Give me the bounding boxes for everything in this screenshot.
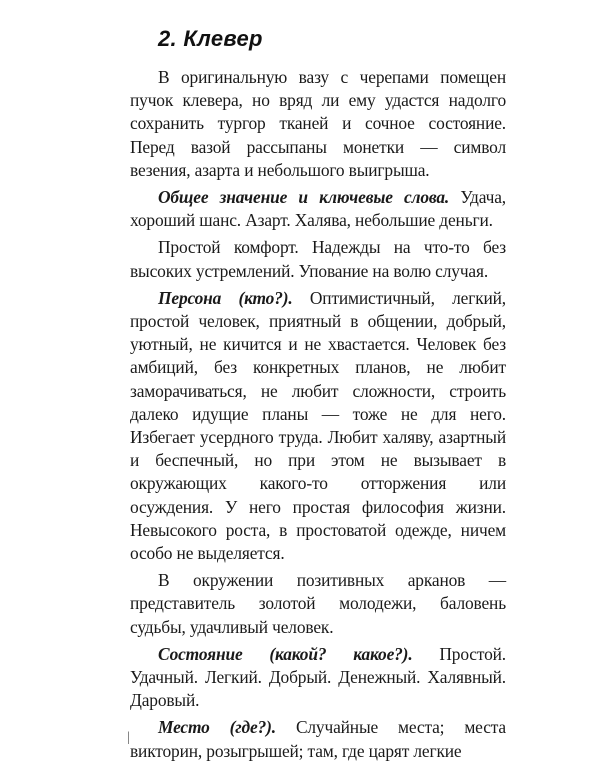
keyword-label: Состояние (какой? какое?). bbox=[158, 643, 413, 664]
paragraph-persona bbox=[130, 287, 506, 565]
paragraph-state bbox=[130, 643, 506, 713]
body-text bbox=[130, 66, 506, 767]
keyword-label: Место (где?). bbox=[158, 717, 276, 738]
paragraph-positive bbox=[130, 569, 506, 639]
page-mark: | bbox=[127, 730, 130, 745]
paragraph-text: Простой. Удачный. Легкий. Добрый. Денежный. Халявный. Даровый. bbox=[130, 643, 506, 711]
paragraph-place bbox=[130, 716, 506, 762]
section-heading: 2. Клевер bbox=[158, 26, 263, 51]
paragraph-text: Оптимистичный, легкий, простой человек, приятный в общении, добрый, уютный, не кичится и не хвастается. Человек без амбиций, без конкретных планов, не любит заморачиваться, не любит сложности, строить далеко идущие планы — тоже не для него. Избегает усердного труда. Любит халяву, азартный и беспечный, но при этом не вызывает в окружающих какого-то отторжения или осуждения. У него простая философия жизни. Невысокого роста, в простоватой одежде, ничем особо не выделяется. bbox=[130, 287, 507, 564]
paragraph-comfort bbox=[130, 236, 506, 282]
paragraph-text: Удача, хороший шанс. Азарт. Халява, небольшие деньги. bbox=[130, 187, 506, 231]
keyword-label: Общее значение и ключевые слова. bbox=[158, 187, 450, 208]
paragraph-text: Простой комфорт. Надежды на что-то без высоких устремлений. Упование на волю случая. bbox=[130, 237, 506, 281]
paragraph-text: В оригинальную вазу с черепами помещен пучок клевера, но вряд ли ему удастся надолго сохранить тургор тканей и сочное состояние. Перед вазой рассыпаны монетки — символ везения, азарта и небольшого выигрыша. bbox=[130, 67, 506, 180]
paragraph-text: В окружении позитивных арканов — представитель золотой молодежи, баловень судьбы, удачливый человек. bbox=[130, 570, 506, 637]
paragraph-meaning bbox=[130, 186, 506, 232]
keyword-label: Персона (кто?). bbox=[158, 287, 293, 308]
paragraph-text: Случайные места; места викторин, розыгрышей; там, где царят легкие bbox=[130, 717, 506, 761]
paragraph-intro bbox=[130, 66, 506, 182]
